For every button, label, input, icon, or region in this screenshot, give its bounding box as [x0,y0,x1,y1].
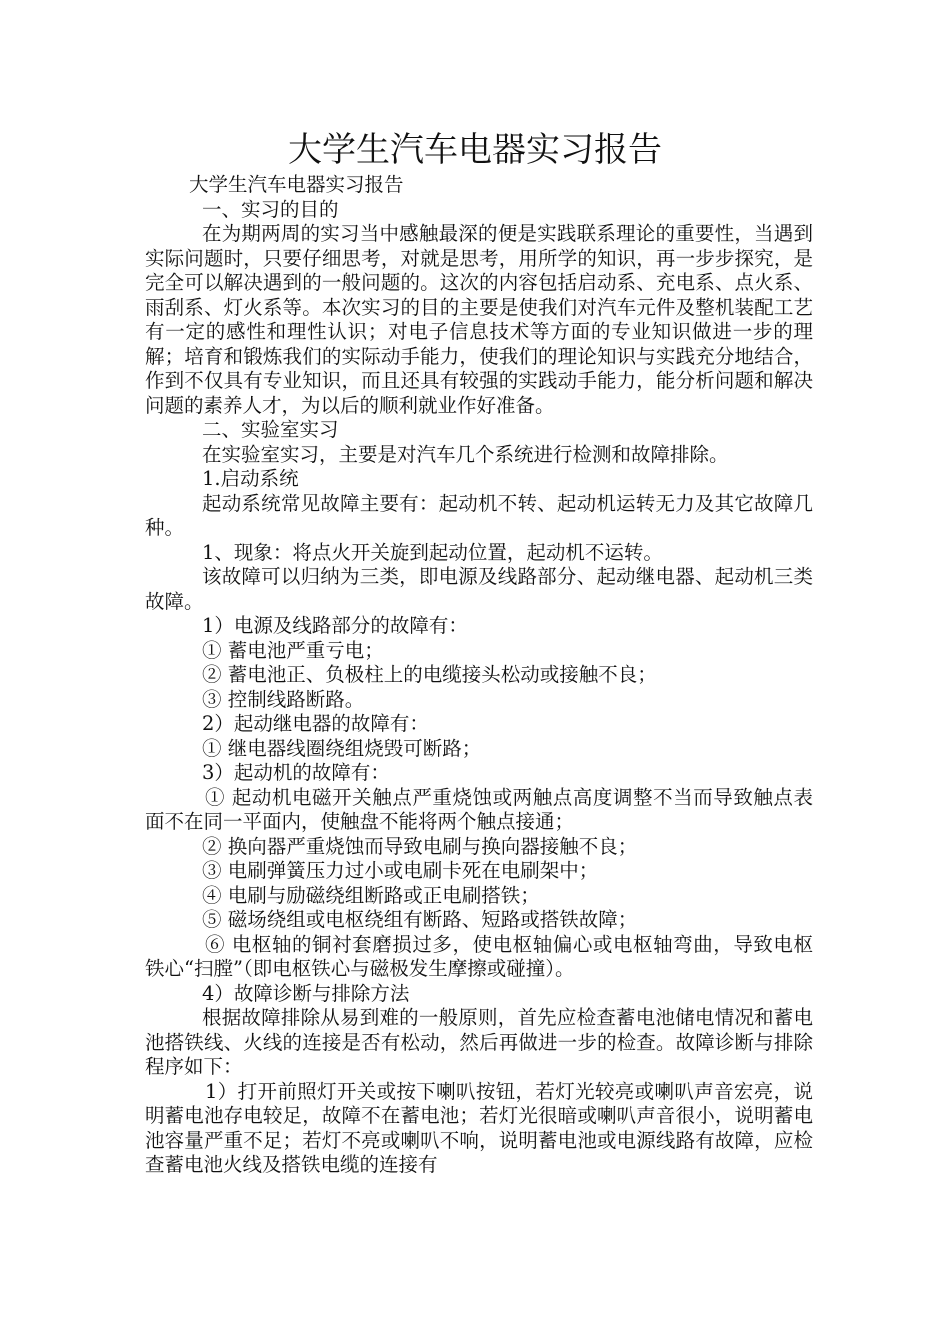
paragraph: 该故障可以归纳为三类，即电源及线路部分、起动继电器、起动机三类故障。 [145,565,813,613]
document-body [145,173,813,1178]
paragraph: 1、现象：将点火开关旋到起动位置，起动机不运转。 [202,540,663,564]
paragraph: 1）打开前照灯开关或按下喇叭按钮，若灯光较亮或喇叭声音宏亮，说明蓄电池存电较足，故障不在蓄电池；若灯光很暗或喇叭声音很小，说明蓄电池容量严重不足；若灯不亮或喇叭不响，说明蓄电池或电源线路有故障，应检查蓄电池火线及搭铁电缆的连接有 [145,1079,813,1176]
paragraph: 一、实习的目的 [202,197,339,221]
paragraph: ④ 电刷与励磁绕组断路或正电刷搭铁； [202,883,540,907]
paragraph: ① 继电器线圈绕组烧毁可断路； [202,736,482,760]
paragraph: 根据故障排除从易到难的一般原则，首先应检查蓄电池储电情况和蓄电池搭铁线、火线的连接是否有松动，然后再做进一步的检查。故障诊断与排除程序如下： [145,1006,813,1078]
paragraph: ② 换向器严重烧蚀而导致电刷与换向器接触不良； [202,834,638,858]
paragraph: ① 起动机电磁开关触点严重烧蚀或两触点高度调整不当而导致触点表面不在同一平面内，使触盘不能将两个触点接通； [145,785,813,833]
paragraph: ③ 控制线路断路。 [202,687,365,711]
paragraph: ① 蓄电池严重亏电； [202,638,384,662]
paragraph: ② 蓄电池正、负极柱上的电缆接头松动或接触不良； [202,663,657,686]
paragraph: 二、实验室实习 [202,418,339,441]
paragraph: ⑥ 电枢轴的铜衬套磨损过多，使电枢轴偏心或电枢轴弯曲，导致电枢铁心“扫膛”（即电枢铁心与磁极发生摩擦或碰撞）。 [145,932,813,980]
paragraph: 4）故障诊断与排除方法 [202,981,410,1005]
paragraph: 1.启动系统 [202,467,299,490]
paragraph: ③ 电刷弹簧压力过小或电刷卡死在电刷架中； [202,859,599,882]
paragraph: 在为期两周的实习当中感触最深的便是实践联系理论的重要性，当遇到实际问题时，只要仔细思考，对就是思考，用所学的知识，再一步步探究，是完全可以解决遇到的一般问题的。这次的内容包括启动系、充电系、点火系、雨刮系、灯火系等。本次实习的目的主要是使我们对汽车元件及整机装配工艺有一定的感性和理性认识；对电子信息技术等方面的专业知识做进一步的理解；培育和锻炼我们的实际动手能力，使我们的理论知识与实践充分地结合，作到不仅具有专业知识，而且还具有较强的实践动手能力，能分析问题和解决问题的素养人才，为以后的顺利就业作好准备。 [145,222,813,417]
paragraph: ⑤ 磁场绕组或电枢绕组有断路、短路或搭铁故障； [202,908,638,931]
paragraph: 大学生汽车电器实习报告 [189,173,404,196]
paragraph: 在实验室实习，主要是对汽车几个系统进行检测和故障排除。 [202,442,729,466]
paragraph: 2）起动继电器的故障有： [202,712,429,735]
paragraph: 1）电源及线路部分的故障有： [202,614,468,637]
document-title: 大学生汽车电器实习报告 [288,130,662,170]
paragraph: 起动系统常见故障主要有：起动机不转、起动机运转无力及其它故障几种。 [145,491,813,539]
paragraph: 3）起动机的故障有： [202,761,390,784]
